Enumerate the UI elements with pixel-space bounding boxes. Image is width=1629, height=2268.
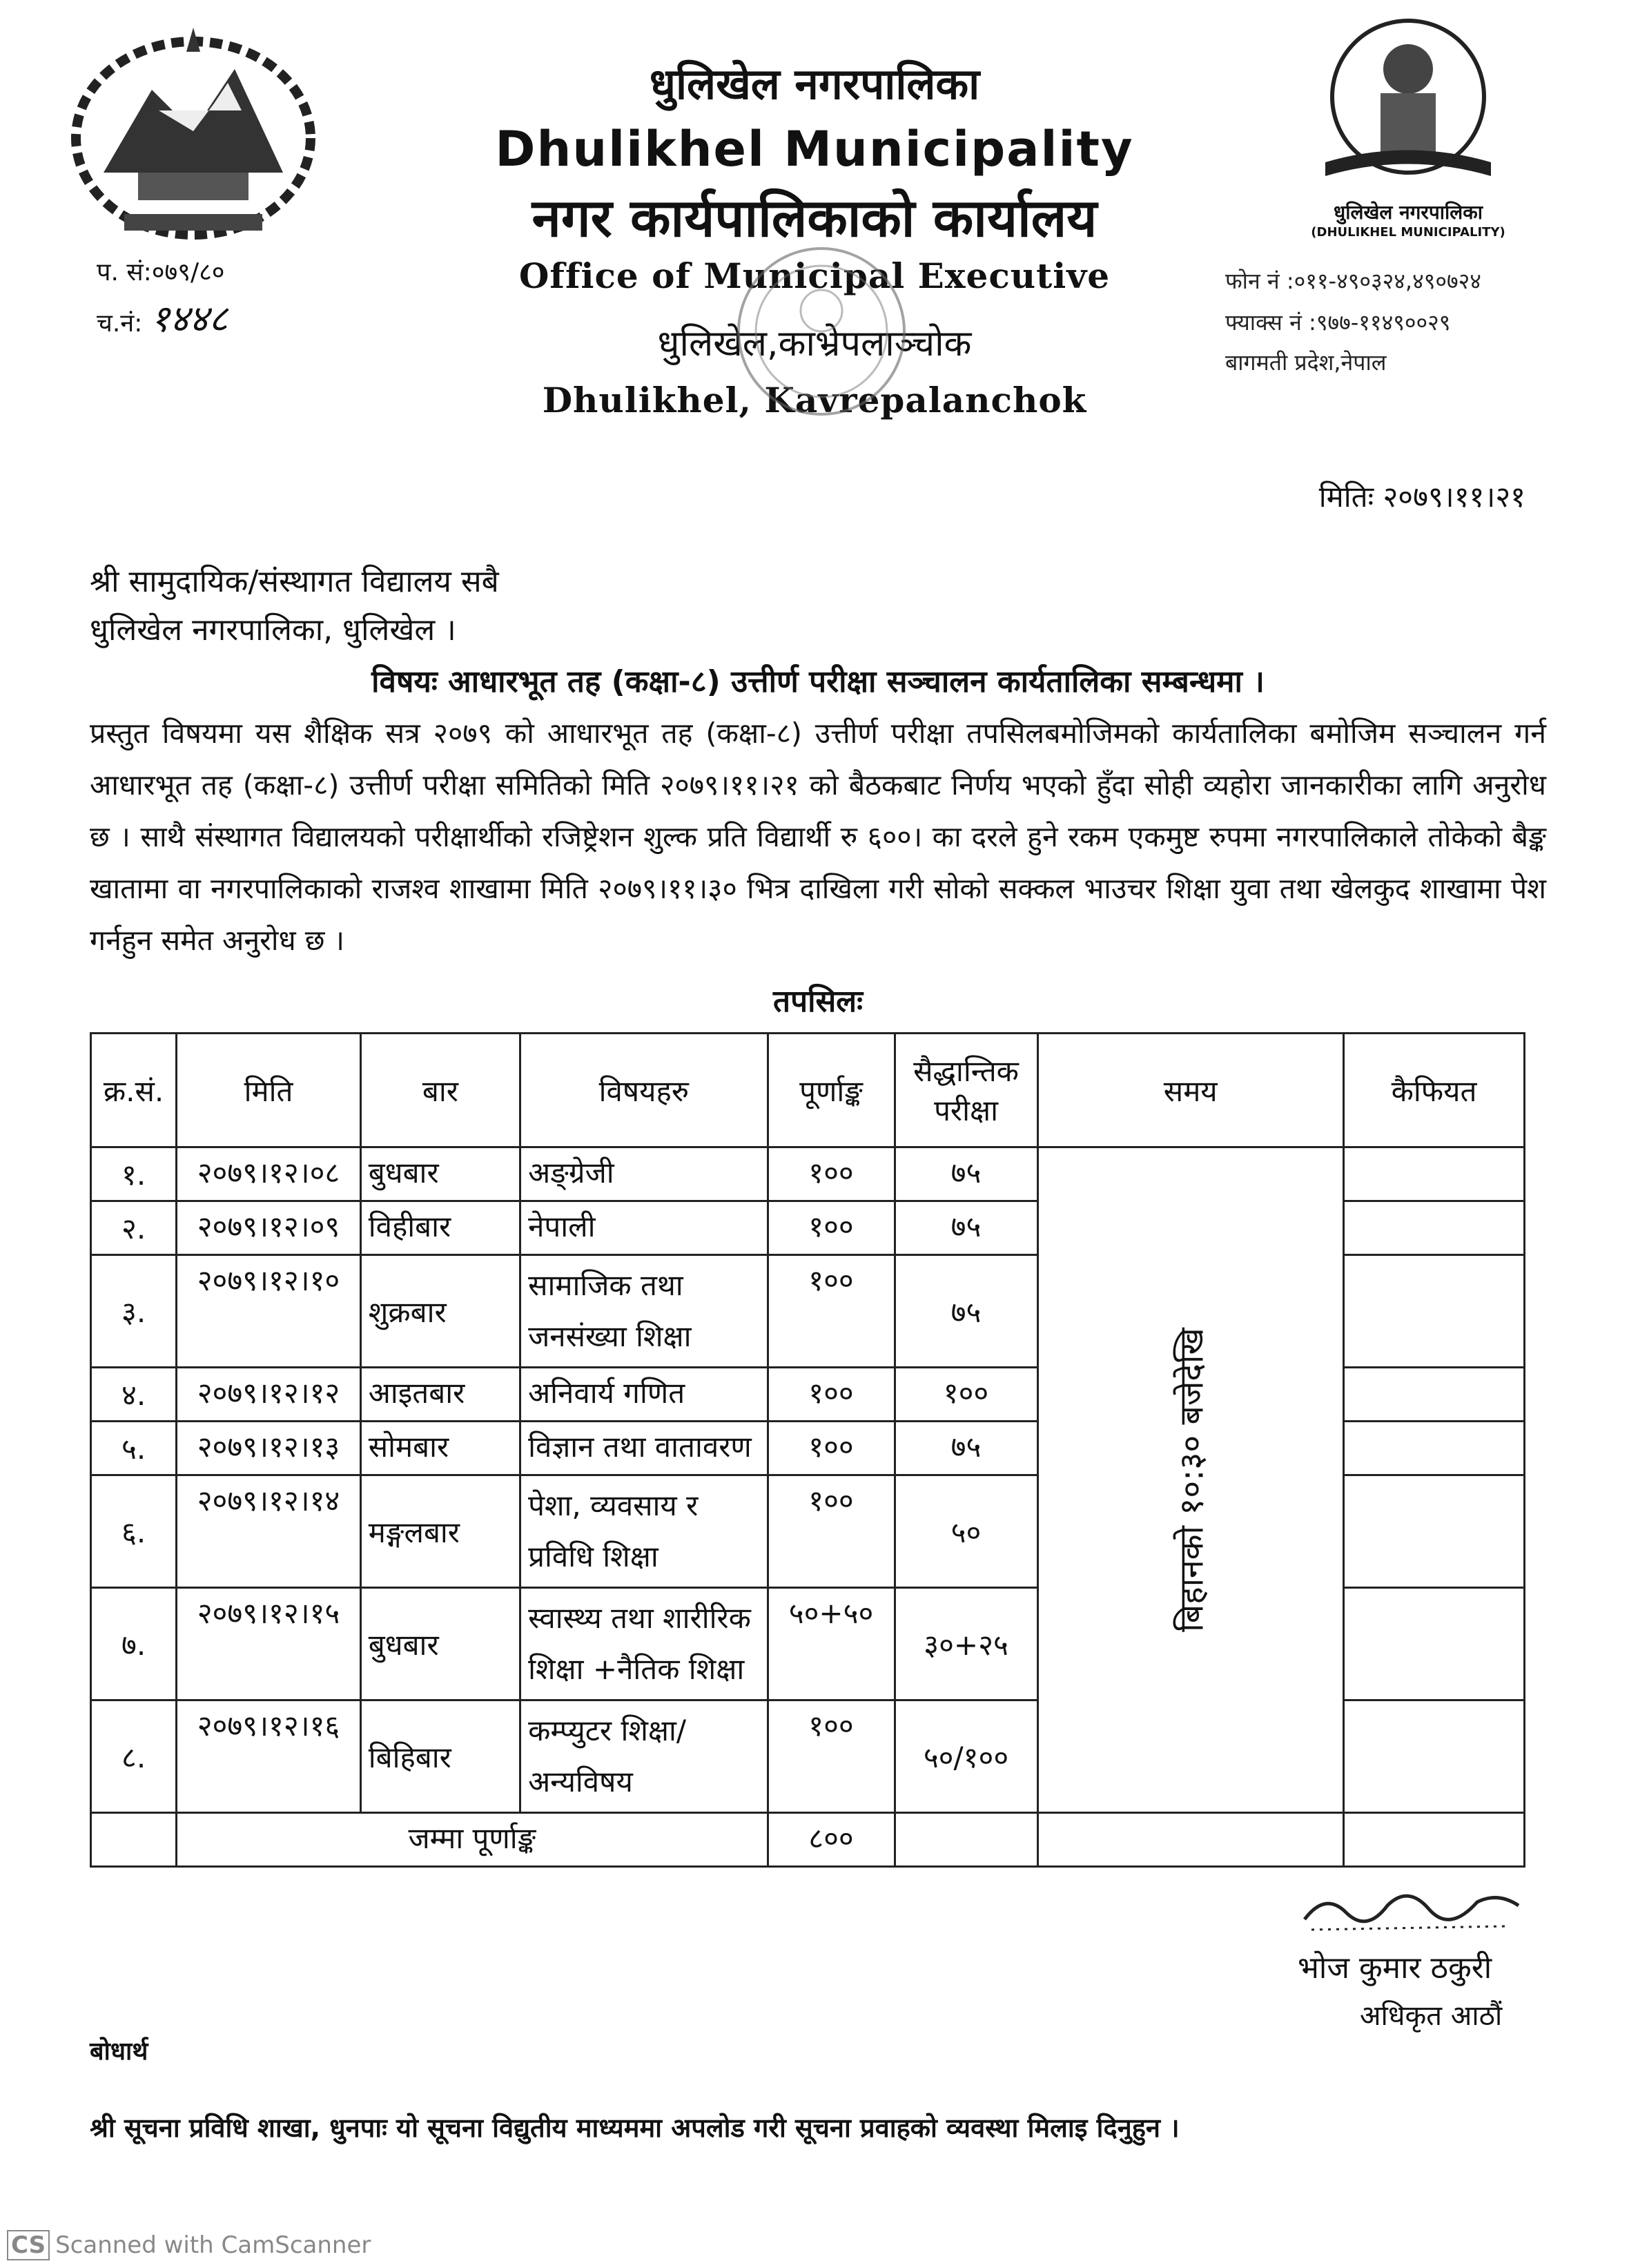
header-date: मिति [177,1034,361,1147]
row-day: शुक्रबार [360,1255,520,1368]
table-header-row [91,1034,1525,1147]
reference-number: प. सं:०७९/८० [97,258,225,287]
addressee-line-2: धुलिखेल नगरपालिका, धुलिखेल । [90,612,456,648]
row-day: बिहिबार [360,1700,520,1813]
row-remarks [1343,1255,1524,1368]
row-theory: ५०/१०० [895,1700,1037,1813]
row-subject: कम्प्युटर शिक्षा/अन्यविषय [520,1700,768,1813]
row-remarks [1343,1422,1524,1475]
row-theory: ५० [895,1475,1037,1588]
dispatch-number [97,291,228,342]
row-subject: स्वास्थ्य तथा शारीरिक शिक्षा +नैतिक शिक्षा [520,1588,768,1700]
row-theory: १०० [895,1368,1037,1422]
header-time: समय [1037,1034,1343,1147]
header-subject: विषयहरु [520,1034,768,1147]
row-full-marks: १०० [768,1201,895,1255]
row-date: २०७९।१२।०९ [177,1201,361,1255]
row-full-marks: १०० [768,1475,895,1588]
schedule-heading: तपसिलः [773,984,863,1019]
row-full-marks: १०० [768,1147,895,1201]
row-sn: ५. [91,1422,177,1475]
location-en: Dhulikhel, Kavrepalanchok [542,380,1087,420]
phone-number: फोन नं :०११-४९०३२४,४९०७२४ [1225,268,1481,294]
row-full-marks: १०० [768,1700,895,1813]
row-subject: नेपाली [520,1201,768,1255]
row-date: २०७९।१२।१० [177,1255,361,1368]
row-date: २०७९।१२।१४ [177,1475,361,1588]
row-subject: सामाजिक तथा जनसंख्या शिक्षा [520,1255,768,1368]
time-cell [1037,1147,1343,1813]
official-seal-stamp [718,228,925,449]
cc-line: श्री सूचना प्रविधि शाखा, धुनपाः यो सूचना विद्युतीय माध्यममा अपलोड गरी सूचना प्रवाहको व्यवस्था मिलाइ दिनुहुन । [90,2113,1180,2143]
header-theory: सैद्धान्तिक परीक्षा [895,1034,1037,1147]
row-date: २०७९।१२।१३ [177,1422,361,1475]
total-empty [1343,1813,1524,1867]
watermark-text: Scanned with CamScanner [55,2231,371,2259]
row-subject: अङ्ग्रेजी [520,1147,768,1201]
row-full-marks: १०० [768,1422,895,1475]
letter-subject: विषयः आधारभूत तह (कक्षा-८) उत्तीर्ण परीक्षा सञ्चालन कार्यतालिका सम्बन्धमा । [371,664,1265,699]
header-sn: क्र.सं. [91,1034,177,1147]
row-date: २०७९।१२।०८ [177,1147,361,1201]
total-empty [1037,1813,1343,1867]
signer-title: अधिकृत आठौं [1360,2000,1503,2032]
exam-schedule-table [90,1032,1525,1868]
dispatch-number-handwritten: १४४८ [150,297,228,340]
row-full-marks: १०० [768,1255,895,1368]
row-date: २०७९।१२।१६ [177,1700,361,1813]
letter-body: प्रस्तुत विषयमा यस शैक्षिक सत्र २०७९ को आधारभूत तह (कक्षा-८) उत्तीर्ण परीक्षा तपसिलबमोजिमको कार्यतालिका बमोजिम सञ्चालन गर्न आधारभूत तह (कक्षा-८) उत्तीर्ण परीक्षा समितिको मिति २०७९।११।२१ को बैठकबाट निर्णय भएको हुँदा सोही व्यहोरा जानकारीका लागि अनुरोध छ । साथै संस्थागत विद्यालयको परीक्षार्थीको रजिष्ट्रेशन शुल्क प्रति विद्यार्थी रु ६००। का दरले हुने रकम एकमुष्ट रुपमा नगरपालिकाले तोकेको बैङ्क खातामा वा नगरपालिकाको राजश्व शाखामा मिति २०७९।११।३० भित्र दाखिला गरी सोको सक्कल भाउचर शिक्षा युवा तथा खेलकुद शाखामा पेश गर्नहुन समेत अनुरोध छ । [90,717,1546,957]
office-name-ne: नगर कार्यपालिकाको कार्यालय [531,187,1098,249]
row-day: आइतबार [360,1368,520,1422]
row-day: सोमबार [360,1422,520,1475]
row-subject: अनिवार्य गणित [520,1368,768,1422]
row-remarks [1343,1201,1524,1255]
total-label: जम्मा पूर्णाङ्क [177,1813,768,1867]
office-name-en: Office of Municipal Executive [518,255,1111,296]
camscanner-watermark [7,2230,371,2260]
province: बागमती प्रदेश,नेपाल [1225,349,1387,376]
total-row [91,1813,1525,1867]
right-logo-label-en: (DHULIKHEL MUNICIPALITY) [1311,225,1505,240]
right-logo-label-ne: धुलिखेल नगरपालिका [1334,201,1483,224]
row-day: बुधबार [360,1588,520,1700]
dhulikhel-municipality-logo [1284,14,1532,242]
municipality-name-en: Dhulikhel Municipality [495,121,1134,177]
handwritten-signature [1298,1878,1525,1940]
row-remarks [1343,1700,1524,1813]
row-sn: २. [91,1201,177,1255]
row-remarks [1343,1475,1524,1588]
row-sn: ८. [91,1700,177,1813]
time-value: बिहानको १०:३० बजेदेखि [1172,1328,1211,1632]
row-day: मङ्गलबार [360,1475,520,1588]
row-date: २०७९।१२।१५ [177,1588,361,1700]
row-theory: ७५ [895,1255,1037,1368]
fax-number: फ्याक्स नं :९७७-११४९००२९ [1225,309,1451,336]
row-sn: ४. [91,1368,177,1422]
total-value: ८०० [768,1813,895,1867]
row-theory: ७५ [895,1147,1037,1201]
table-row [91,1147,1525,1201]
cc-heading: बोधार्थ [90,2037,148,2066]
municipality-name-ne: धुलिखेल नगरपालिका [649,59,980,109]
camscanner-icon: CS [7,2230,50,2260]
row-date: २०७९।१२।१२ [177,1368,361,1422]
header-remarks: कैफियत [1343,1034,1524,1147]
header-full-marks: पूर्णाङ्क [768,1034,895,1147]
row-sn: ७. [91,1588,177,1700]
row-theory: ७५ [895,1422,1037,1475]
row-day: बुधबार [360,1147,520,1201]
total-blank [91,1813,177,1867]
dispatch-number-label: च.नं: [97,309,150,338]
row-sn: ६. [91,1475,177,1588]
row-remarks [1343,1588,1524,1700]
row-theory: ३०+२५ [895,1588,1037,1700]
row-subject: पेशा, व्यवसाय र प्रविधि शिक्षा [520,1475,768,1588]
total-empty [895,1813,1037,1867]
signer-name: भोज कुमार ठकुरी [1298,1950,1492,1986]
row-theory: ७५ [895,1201,1037,1255]
location-ne: धुलिखेल,काभ्रेपलाञ्चोक [657,323,972,365]
nepal-emblem-logo [55,14,331,249]
row-sn: ३. [91,1255,177,1368]
row-full-marks: १०० [768,1368,895,1422]
row-subject: विज्ञान तथा वातावरण [520,1422,768,1475]
header-day: बार [360,1034,520,1147]
row-sn: १. [91,1147,177,1201]
row-day: विहीबार [360,1201,520,1255]
row-remarks [1343,1147,1524,1201]
row-full-marks: ५०+५० [768,1588,895,1700]
row-remarks [1343,1368,1524,1422]
letter-date: मितिः २०७९।११।२१ [1318,480,1525,514]
addressee-line-1: श्री सामुदायिक/संस्थागत विद्यालय सबै [90,564,499,599]
